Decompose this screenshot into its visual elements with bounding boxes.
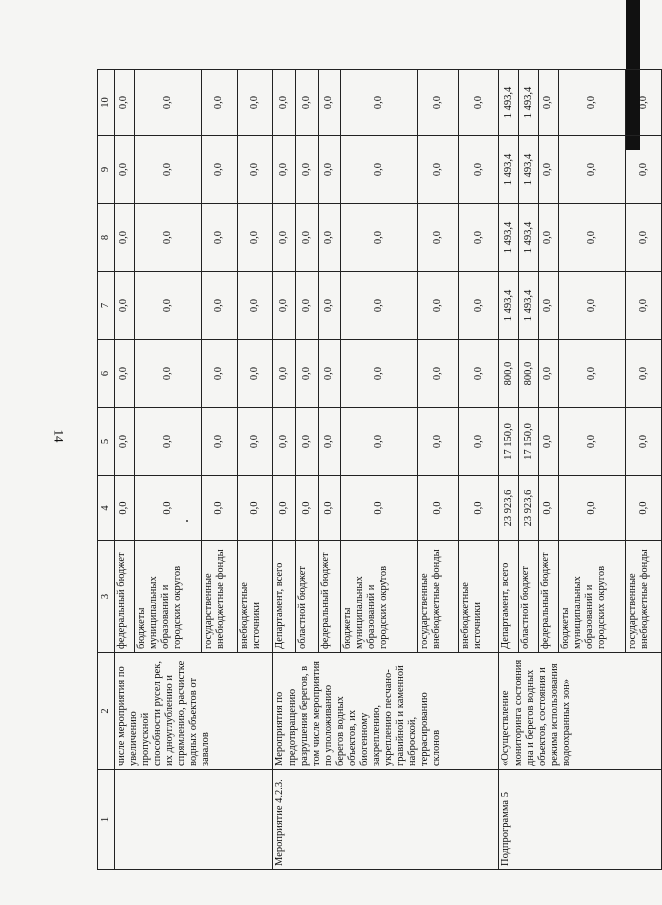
budget-value: 0,0 xyxy=(134,408,201,476)
budget-value: 0,0 xyxy=(341,272,418,340)
program-code: Подпрограмма 5 xyxy=(499,770,662,870)
column-header: 9 xyxy=(98,136,115,204)
budget-value: 0,0 xyxy=(341,340,418,408)
header-row xyxy=(98,70,115,870)
budget-value: 0,0 xyxy=(458,272,499,340)
funding-source: внебюджетные источники xyxy=(458,541,499,653)
budget-value: 800,0 xyxy=(499,340,519,408)
budget-value: 0,0 xyxy=(418,340,459,408)
budget-value: 0,0 xyxy=(539,408,559,476)
program-name: «Осуществление мониторинга состояния дна и берегов водных объектов, состояния и режима использования водоохранных зон» xyxy=(499,653,662,770)
budget-value: 1 493,4 xyxy=(519,136,539,204)
budget-value: 0,0 xyxy=(318,204,341,272)
budget-value: 0,0 xyxy=(558,70,625,136)
budget-value: 0,0 xyxy=(341,476,418,541)
budget-value: 0,0 xyxy=(273,70,296,136)
funding-source: бюджеты муниципальных образований и городских округов xyxy=(134,541,201,653)
budget-value: 0,0 xyxy=(558,340,625,408)
budget-value: 23 923,6 xyxy=(499,476,519,541)
budget-value: 17 150,0 xyxy=(499,408,519,476)
budget-value: 0,0 xyxy=(626,70,662,136)
budget-value: 0,0 xyxy=(237,70,273,136)
budget-value: 0,0 xyxy=(296,204,319,272)
budget-value: 0,0 xyxy=(539,340,559,408)
budget-value: 0,0 xyxy=(418,272,459,340)
budget-value: 800,0 xyxy=(519,340,539,408)
budget-value: 0,0 xyxy=(202,340,238,408)
budget-value: 0,0 xyxy=(626,340,662,408)
funding-source: государственные внебюджетные фонды xyxy=(418,541,459,653)
budget-value: 0,0 xyxy=(202,136,238,204)
funding-source: государственные внебюджетные фонды xyxy=(202,541,238,653)
column-header: 8 xyxy=(98,204,115,272)
budget-value: 0,0 xyxy=(558,272,625,340)
budget-value: 0,0 xyxy=(318,136,341,204)
budget-value: 0,0 xyxy=(341,70,418,136)
budget-value: 0,0 xyxy=(296,272,319,340)
column-header: 3 xyxy=(98,541,115,653)
budget-value: 0,0 xyxy=(626,136,662,204)
budget-value: 0,0 xyxy=(273,476,296,541)
budget-value: 0,0 xyxy=(458,408,499,476)
budget-value: 1 493,4 xyxy=(499,136,519,204)
budget-value: 0,0 xyxy=(626,204,662,272)
funding-source: государственные внебюджетные фонды xyxy=(626,541,662,653)
budget-value: 0,0 xyxy=(296,70,319,136)
budget-value: 0,0 xyxy=(237,136,273,204)
rotated-table-container xyxy=(97,70,662,870)
budget-value: 0,0 xyxy=(539,272,559,340)
funding-source: Департамент, всего xyxy=(499,541,519,653)
budget-value: 0,0 xyxy=(273,340,296,408)
budget-value: 0,0 xyxy=(418,136,459,204)
funding-source: Департамент, всего xyxy=(273,541,296,653)
budget-value: 0,0 xyxy=(202,476,238,541)
budget-value: 1 493,4 xyxy=(519,70,539,136)
budget-value: 1 493,4 xyxy=(519,272,539,340)
budget-value: 0,0 xyxy=(341,136,418,204)
budget-value: 0,0 xyxy=(202,408,238,476)
budget-value: 0,0 xyxy=(115,204,135,272)
budget-value: 0,0 xyxy=(115,272,135,340)
funding-source: областной бюджет xyxy=(519,541,539,653)
funding-source: внебюджетные источники xyxy=(237,541,273,653)
budget-value: 0,0 xyxy=(458,136,499,204)
budget-value: 0,0 xyxy=(134,476,201,541)
budget-value: 0,0 xyxy=(318,272,341,340)
budget-value: 1 493,4 xyxy=(519,204,539,272)
budget-value: 0,0 xyxy=(115,476,135,541)
table-row xyxy=(115,70,135,870)
budget-value: 0,0 xyxy=(341,204,418,272)
column-header: 4 xyxy=(98,476,115,541)
budget-value: 1 493,4 xyxy=(499,204,519,272)
budget-value: 0,0 xyxy=(318,340,341,408)
budget-value: 0,0 xyxy=(115,408,135,476)
budget-value: 0,0 xyxy=(296,408,319,476)
budget-value: 0,0 xyxy=(318,476,341,541)
budget-value: 0,0 xyxy=(115,340,135,408)
budget-value: 0,0 xyxy=(539,204,559,272)
funding-source: областной бюджет xyxy=(296,541,319,653)
budget-value: 1 493,4 xyxy=(499,272,519,340)
budget-value: 0,0 xyxy=(626,476,662,541)
budget-value: 0,0 xyxy=(237,340,273,408)
budget-value: 0,0 xyxy=(539,476,559,541)
budget-value: 0,0 xyxy=(296,340,319,408)
budget-value: 0,0 xyxy=(134,136,201,204)
program-name: Мероприятия по предотвращению разрушения берегов, в том числе мероприятия по уположиванию берегов водных объектов, их биогенному закреплению, укреплению песчано-гравийной и каменной наброской, террасированию склонов xyxy=(273,653,499,770)
table-row xyxy=(499,70,519,870)
column-header: 7 xyxy=(98,272,115,340)
program-code xyxy=(115,770,273,870)
budget-value: 0,0 xyxy=(115,70,135,136)
budget-value: 1 493,4 xyxy=(499,70,519,136)
budget-value: 0,0 xyxy=(237,408,273,476)
budget-value: 0,0 xyxy=(418,408,459,476)
budget-value: 0,0 xyxy=(418,476,459,541)
budget-value: 23 923,6 xyxy=(519,476,539,541)
budget-value: 0,0 xyxy=(539,70,559,136)
budget-value: 0,0 xyxy=(273,272,296,340)
funding-source: федеральный бюджет xyxy=(539,541,559,653)
funding-source: бюджеты муниципальных образований и городских округов xyxy=(558,541,625,653)
budget-value: 0,0 xyxy=(273,136,296,204)
budget-value: 0,0 xyxy=(626,408,662,476)
budget-value: 0,0 xyxy=(296,136,319,204)
program-code: Мероприятие 4.2.3. xyxy=(273,770,499,870)
column-header: 1 xyxy=(98,770,115,870)
budget-value: 0,0 xyxy=(237,476,273,541)
budget-value: 0,0 xyxy=(237,272,273,340)
budget-value: 0,0 xyxy=(273,408,296,476)
budget-value: 0,0 xyxy=(202,272,238,340)
budget-value: 0,0 xyxy=(458,340,499,408)
column-header: 5 xyxy=(98,408,115,476)
budget-value: 0,0 xyxy=(134,70,201,136)
column-header: 10 xyxy=(98,70,115,136)
page-number: 14 xyxy=(51,429,67,443)
budget-value: 0,0 xyxy=(134,340,201,408)
budget-value: 0,0 xyxy=(341,408,418,476)
funding-source: федеральный бюджет xyxy=(115,541,135,653)
program-name: числе мероприятия по увеличению пропускной способности русел рек, их дноуглублению и спрямлению, расчистке водных объектов от завалов xyxy=(115,653,273,770)
budget-value: 0,0 xyxy=(202,70,238,136)
budget-value: 0,0 xyxy=(237,204,273,272)
column-header: 6 xyxy=(98,340,115,408)
budget-value: 0,0 xyxy=(458,476,499,541)
table-row xyxy=(273,70,296,870)
budget-value: 0,0 xyxy=(318,408,341,476)
budget-value: 17 150,0 xyxy=(519,408,539,476)
budget-value: 0,0 xyxy=(558,476,625,541)
budget-table xyxy=(97,69,662,870)
budget-value: 0,0 xyxy=(558,408,625,476)
budget-value: 0,0 xyxy=(318,70,341,136)
budget-value: 0,0 xyxy=(539,136,559,204)
budget-value: 0,0 xyxy=(418,70,459,136)
budget-value: 0,0 xyxy=(558,136,625,204)
budget-value: 0,0 xyxy=(134,272,201,340)
budget-value: 0,0 xyxy=(134,204,201,272)
budget-value: 0,0 xyxy=(458,204,499,272)
budget-value: 0,0 xyxy=(202,204,238,272)
budget-value: 0,0 xyxy=(418,204,459,272)
budget-value: 0,0 xyxy=(458,70,499,136)
budget-value: 0,0 xyxy=(626,272,662,340)
funding-source: бюджеты муниципальных образований и городских округов xyxy=(341,541,418,653)
budget-value: 0,0 xyxy=(558,204,625,272)
column-header: 2 xyxy=(98,653,115,770)
budget-value: 0,0 xyxy=(115,136,135,204)
budget-value: 0,0 xyxy=(273,204,296,272)
budget-value: 0,0 xyxy=(296,476,319,541)
funding-source: федеральный бюджет xyxy=(318,541,341,653)
